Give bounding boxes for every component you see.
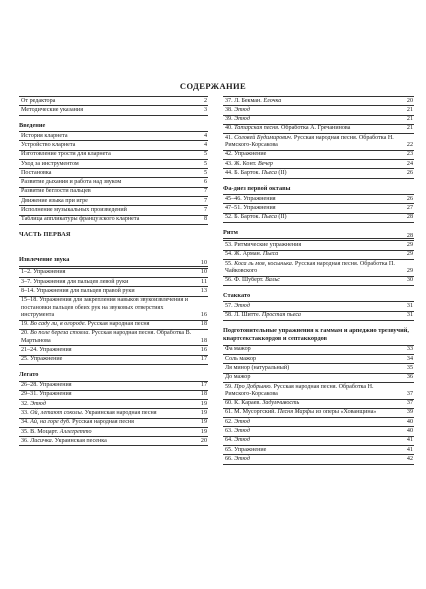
page-number: 40 [406,418,413,425]
toc-entry [19,409,208,418]
entry-title: 21–24. Упражнения [21,347,72,354]
entry-title: 53. Ритмические упражнения [225,241,302,248]
toc-entry [19,437,208,446]
entry-title: 44. Б. Барток. Пьеса (II) [225,169,287,176]
page-number: 35 [406,365,413,372]
page-number: 18 [200,337,207,344]
entry-title: 19. Во саду ли, в огороде. Русская народная песня [21,321,150,328]
toc-entry [223,418,414,427]
toc-entry [223,427,414,436]
page-number: 39 [406,409,413,416]
entry-title: 62. Этюд [225,418,250,425]
entry-title: 41. Соловей Будимирович. Русская народная песня. Обработка Н. Римского-Корсакова [225,134,394,149]
page-number: 10 [200,269,207,276]
page-number: 31 [406,312,413,319]
entry-title: 36. Лисичка. Украинская песенка [21,437,107,444]
section-title: Введение [19,121,46,129]
toc-entry [19,346,208,355]
toc-entry [19,160,208,169]
toc-entry [223,437,414,446]
toc-entry [19,278,208,287]
toc-section [223,327,414,465]
toc-entry [19,197,208,206]
toc-entry [223,151,414,160]
entry-title: Фа мажор [225,346,251,353]
toc-entry [223,214,414,223]
toc-section [223,229,414,286]
page-number: 19 [200,400,207,407]
section-title: Фа-диез первой октавы [223,184,291,192]
toc-entry [19,132,208,141]
entry-title: 40. Татарская песня. Обработка А. Гречанинова [225,125,351,132]
toc-entry [19,400,208,409]
toc-entry [223,251,414,260]
page-number: 34 [406,355,413,362]
toc-entry [223,260,414,277]
toc-section [19,231,208,241]
entry-title: Устройство кларнета [21,141,76,148]
toc-entry [19,330,208,347]
entry-title: 42. Упражнение [225,151,267,158]
entry-title: 25. Упражнение [21,356,63,363]
toc-entry [19,321,208,330]
page-number: 23 [406,151,413,158]
toc-section [19,96,208,116]
page-number: 21 [406,116,413,123]
toc-entry [223,400,414,409]
page-number: 42 [406,455,413,462]
entry-title: Постановка [21,169,52,176]
entry-title: 29–31. Упражнения [21,391,72,398]
page-number: 31 [406,302,413,309]
toc-entry [223,241,414,250]
toc-entry [19,382,208,391]
page-number: 20 [406,97,413,104]
entry-title: 38. Этюд [225,106,250,113]
entry-title: 1–2. Упражнения [21,269,66,276]
section-title: Извлечение звука [19,256,70,264]
toc-entry [19,216,208,225]
page-number: 41 [406,446,413,453]
section-title: Легато [19,371,39,378]
page-number: 26 [406,169,413,176]
toc-entry [223,134,414,151]
toc-entry [19,287,208,296]
toc-entry [223,116,414,125]
page-number: 29 [406,267,413,274]
page-number: 27 [406,204,413,211]
toc-entry [19,97,208,106]
page-number: 24 [406,160,413,167]
entry-title: 8–14. Упражнения для пальцев правой руки [21,288,135,295]
entry-title: 57. Этюд [225,302,250,309]
toc-section [223,96,414,179]
section-title: Ритм [223,228,238,236]
toc-entry [19,269,208,278]
page-number: 16 [200,311,207,318]
page-number: 16 [200,347,207,354]
page-number: 29 [406,251,413,258]
entry-title: 37. Л. Бекман. Ёлочка [225,97,282,104]
entry-title: Ля минор (натуральный) [225,365,290,372]
page-number: 37 [406,390,413,397]
toc-entry [223,446,414,455]
entry-title: 61. М. Мусоргский. Песня Марфы из оперы «Хованщина» [225,409,377,416]
page-number: 7 [203,188,207,195]
page-number: 17 [200,356,207,363]
toc-entry [223,195,414,204]
entry-title: 54. Ж. Арман. Пьеса [225,251,279,258]
entry-title: 55. Коса ль моя, косынька. Русская народная песня. Обработка П. Чайковского [225,260,395,274]
page-number: 18 [200,391,207,398]
entry-title: Уход за инструментом [21,160,79,167]
page-number: 3 [203,106,207,113]
toc-section [19,122,208,225]
page-number: 26 [406,195,413,202]
entry-title: Соль мажор [225,355,257,362]
page-number: 33 [406,346,413,353]
toc-section [223,185,414,223]
toc-entry [19,297,208,321]
page-number: 13 [200,288,207,295]
entry-title: 64. Этюд [225,437,250,444]
entry-title: 34. Ай, на горе дуб. Русская народная песня [21,419,134,426]
toc-entry [19,106,208,115]
toc-entry [223,97,414,106]
entry-title: 43. Ж. Конт. Вечер [225,160,273,167]
entry-title: 66. Этюд [225,455,250,462]
entry-title: 52. Б. Барток. Пьеса (II) [225,214,287,221]
toc-entry [223,106,414,115]
entry-title: 56. Ф. Шуберт. Вальс [225,277,280,284]
toc-entry [19,391,208,400]
entry-title: Движение языка при игре [21,197,88,204]
entry-title: Развитие беглости пальцев [21,188,91,195]
toc-entry [19,188,208,197]
entry-title: 65. Упражнение [225,446,267,453]
toc-entry [223,160,414,169]
page-number: 19 [200,419,207,426]
page-number: 21 [406,106,413,113]
entry-title: 39. Этюд [225,116,250,123]
toc-entry [223,383,414,400]
entry-title: История кларнета [21,132,68,139]
toc-entry [223,169,414,178]
page-number: 7 [203,197,207,204]
page-number: 40 [406,428,413,434]
page-number: 7 [203,206,207,213]
page-number: 20 [200,437,207,444]
entry-title: 20. Во поле береза стояла. Русская народная песня. Обработка В. Мартынова [21,330,192,344]
page-number: 28 [406,232,413,239]
entry-title: До мажор [225,374,251,381]
toc-entry [19,169,208,178]
toc-entry [19,141,208,150]
left-column [19,96,208,452]
toc-entry [223,355,414,364]
toc-entry [223,374,414,383]
page-number: 5 [203,151,207,158]
page-number: 4 [203,132,207,139]
entry-title: 63. Этюд [225,428,250,434]
page-number: 11 [201,278,207,285]
entry-title: 59. Про Добрыню. Русская народная песня. Обработка Н. Римского-Корсакова [225,383,374,397]
section-title: Стаккато [223,291,251,299]
entry-title: Изготовление трости для кларнета [21,151,111,158]
page-number: 6 [203,179,207,186]
toc-section [223,292,414,321]
page-number: 19 [200,409,207,416]
entry-title: 47–51. Упражнения [225,204,276,211]
page-number: 5 [203,160,207,167]
toc-entry [19,178,208,187]
entry-title: Таблица аппликатуры французского кларнета [21,216,140,223]
page-number: 18 [200,321,207,328]
toc-entry [223,409,414,418]
page-number: 5 [203,169,207,176]
page-number: 21 [406,125,413,132]
toc-entry [19,151,208,160]
entry-title: От редактора [21,97,56,104]
toc-entry [223,302,414,311]
entry-title: 45–46. Упражнения [225,195,276,202]
page-number: 29 [406,241,413,248]
toc-section [19,256,208,365]
section-title: Подготовительные упражнения к гаммам и арпеджио трезвучий, квартсекстаккордов и септаккордов [223,326,409,343]
page-number: 36 [406,374,413,381]
entry-title: 3–7. Упражнения для пальцев левой руки [21,278,129,285]
toc-entry [223,346,414,355]
page-number: 17 [200,382,207,389]
page-number: 8 [203,216,207,223]
page-number: 10 [200,260,207,267]
entry-title: Развитие дыхания и работа над звуком [21,179,122,186]
page-number: 19 [200,428,207,435]
right-column [223,96,414,471]
toc-entry [223,364,414,373]
entry-title: 33. Ой, летают соколы. Украинская народная песня [21,409,157,416]
toc-entry [19,419,208,428]
toc-entry [19,206,208,215]
entry-title: 26–28. Упражнения [21,382,72,389]
toc-entry [223,312,414,321]
entry-title: Исполнение музыкальных произведений [21,206,127,213]
entry-title: 32. Этюд [21,400,46,407]
entry-title: 58. Л. Шитте. Простая пьеса [225,312,301,319]
entry-title: 60. К. Караев. Задумчивость [225,400,300,407]
page-number: 41 [406,437,413,444]
toc-entry [19,356,208,365]
toc-entry [223,204,414,213]
page-number: 37 [406,400,413,407]
toc-entry [19,428,208,437]
page-number: 2 [203,97,207,104]
page-number: 22 [406,142,413,149]
toc-entry [223,455,414,464]
page-number: 28 [406,214,413,221]
page-title: СОДЕРЖАНИЕ [179,81,247,91]
toc-entry [223,277,414,286]
entry-title: 35. В. Моцарт. Аллегретто [21,428,92,435]
toc-entry [223,125,414,134]
toc-section [19,371,208,446]
entry-title: 15–18. Упражнения для закрепления навыков звукоизвлечения и постановки пальцев обеих рук на звуковых отверстиях инструмента [21,297,189,318]
entry-title: Методические указания [21,106,83,113]
page-number: 30 [406,277,413,284]
section-title: ЧАСТЬ ПЕРВАЯ [19,230,71,238]
page-number: 4 [203,141,207,148]
